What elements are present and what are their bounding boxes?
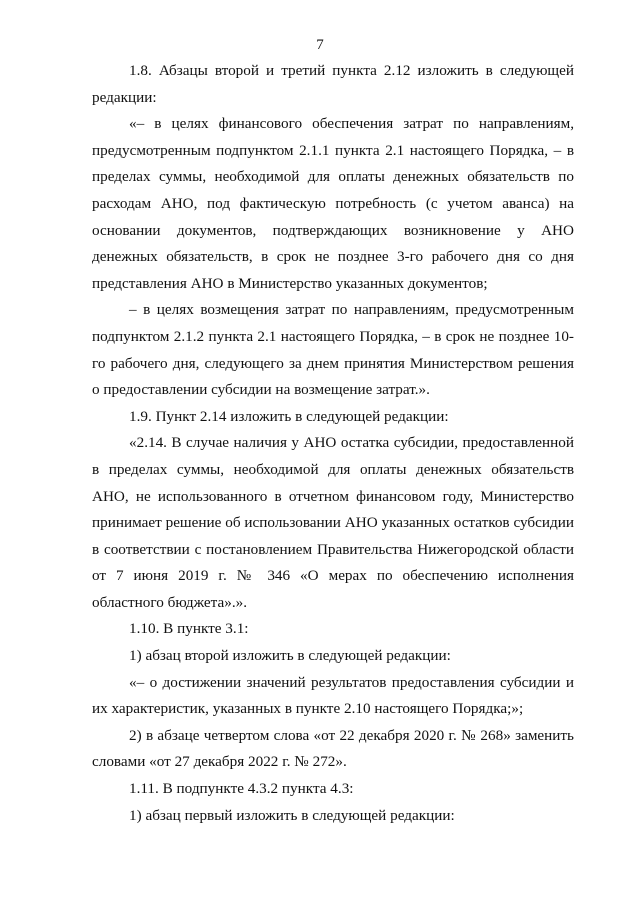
- document-body: [92, 58, 574, 829]
- paragraph-quote-2-14: «2.14. В случае наличия у АНО остатка субсидии, предоставленной в пределах суммы, необходимой для оплаты денежных обязательств АНО, не использованного в отчетном финансовом году, Министерство принимает решение об использовании АНО указанных остатков субсидии в соответствии с постановлением Правительства Нижегородской области от 7 июня 2019 г. № 346 «О мерах по обеспечению исполнения областного бюджета».».: [92, 434, 574, 611]
- paragraph-quote-financing: «– в целях финансового обеспечения затрат по направлениям, предусмотренным подпунктом 2.1.1 пункта 2.1 настоящего Порядка, – в пределах суммы, необходимой для оплаты денежных обязательств по расходам АНО, под фактическую потребность (с учетом аванса) на основании документов, подтверждающих возникновение у АНО денежных обязательств, в срок не позднее 3-го рабочего дня со дня представления АНО в Министерство указанных документов;: [92, 115, 574, 292]
- paragraph-1-8: 1.8. Абзацы второй и третий пункта 2.12 изложить в следующей редакции:: [92, 62, 574, 106]
- paragraph-quote-results: «– о достижении значений результатов предоставления субсидии и их характеристик, указанных в пункте 2.10 настоящего Порядка;»;: [92, 673, 574, 718]
- page-number: 7: [316, 37, 324, 53]
- paragraph-item-2: 2) в абзаце четвертом слова «от 22 декабря 2020 г. № 268» заменить словами «от 27 декабря 2022 г. № 272».: [92, 726, 574, 771]
- paragraph-reimbursement: – в целях возмещения затрат по направлениям, предусмотренным подпунктом 2.1.2 пункта 2.1 настоящего Порядка, – в срок не позднее 10-го рабочего дня, следующего за днем принятия Министерством решения о предоставлении субсидии на возмещение затрат.».: [92, 301, 574, 399]
- paragraph-1-11: 1.11. В подпункте 4.3.2 пункта 4.3:: [129, 780, 354, 798]
- paragraph-item-1-first: 1) абзац первый изложить в следующей редакции:: [129, 806, 455, 824]
- paragraph-item-1: 1) абзац второй изложить в следующей редакции:: [129, 647, 451, 665]
- paragraph-1-9: 1.9. Пункт 2.14 изложить в следующей редакции:: [129, 407, 449, 425]
- paragraph-1-10: 1.10. В пункте 3.1:: [129, 620, 249, 638]
